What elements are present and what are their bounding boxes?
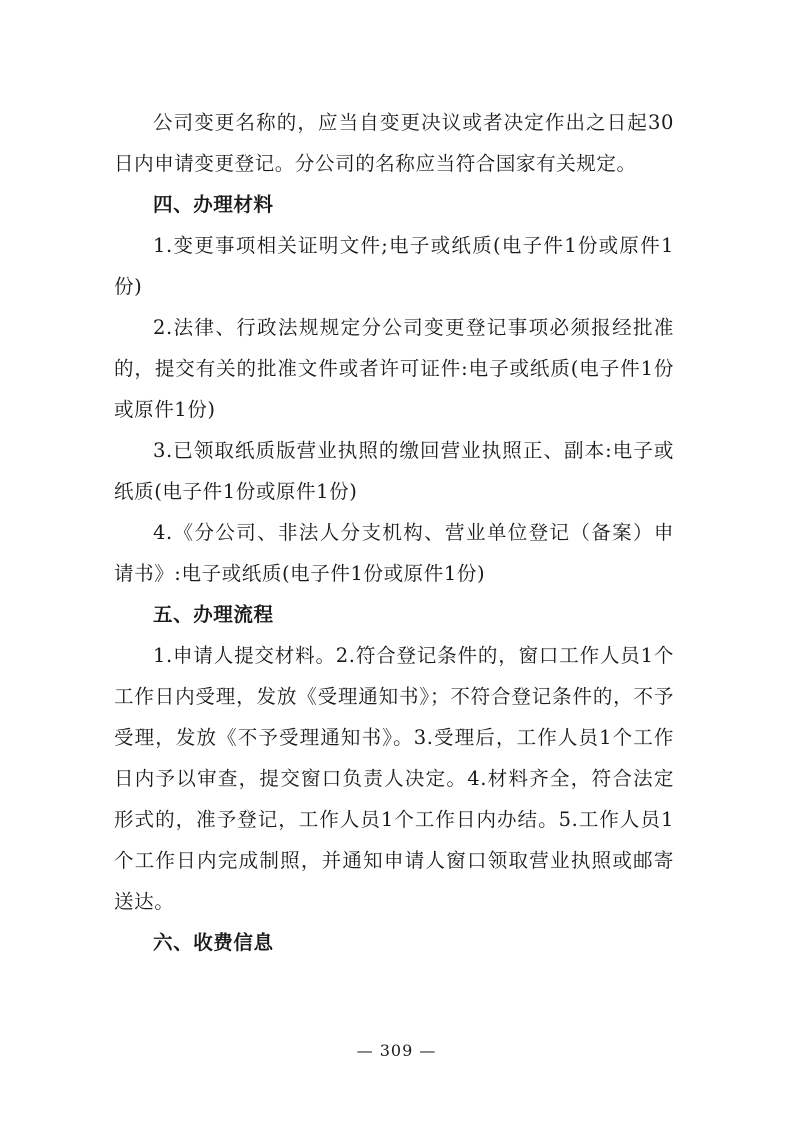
- material-item-1: 1.变更事项相关证明文件;电子或纸质(电子件1份或原件1份): [114, 234, 674, 298]
- material-item-2: 2.法律、行政法规规定分公司变更登记事项必须报经批准的，提交有关的批准文件或者许可证件:电子或纸质(电子件1份或原件1份): [114, 316, 674, 421]
- section-heading-materials: 四、办理材料: [153, 193, 274, 216]
- document-body: [114, 102, 674, 963]
- section-heading-fees: 六、收费信息: [153, 931, 274, 954]
- process-paragraph: 1.申请人提交材料。2.符合登记条件的，窗口工作人员1个工作日内受理，发放《受理通知书》；不符合登记条件的，不予受理，发放《不予受理通知书》。3.受理后，工作人员1个工作日内予以审查，提交窗口负责人决定。4.材料齐全，符合法定形式的，准予登记，工作人员1个工作日内办结。5.工作人员1个工作日内完成制照，并通知申请人窗口领取营业执照或邮寄送达。: [114, 644, 674, 913]
- intro-paragraph: 公司变更名称的，应当自变更决议或者决定作出之日起30日内申请变更登记。分公司的名称应当符合国家有关规定。: [114, 111, 674, 175]
- section-heading-process: 五、办理流程: [153, 603, 274, 626]
- material-item-4: 4.《分公司、非法人分支机构、营业单位登记（备案）申请书》:电子或纸质(电子件1份或原件1份): [114, 521, 674, 585]
- page-number: — 309 —: [356, 1041, 437, 1060]
- material-item-3: 3.已领取纸质版营业执照的缴回营业执照正、副本:电子或纸质(电子件1份或原件1份): [114, 439, 674, 503]
